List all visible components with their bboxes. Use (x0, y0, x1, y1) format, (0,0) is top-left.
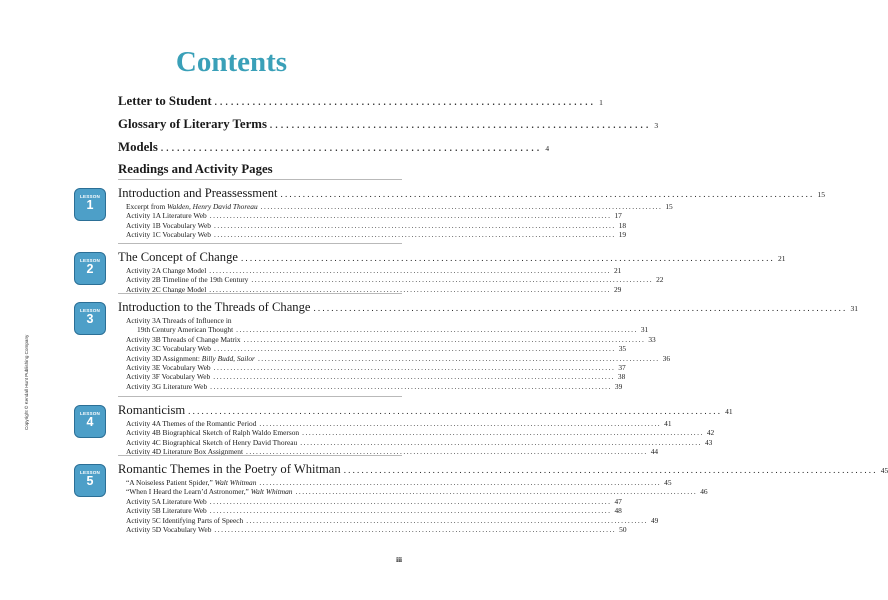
activity-label (126, 372, 210, 381)
leader-dots: ........................................................................................................................ (210, 381, 612, 391)
activity-label (126, 354, 255, 363)
activity-entry[interactable] (126, 478, 672, 487)
leader-dots: ...................................................................... (269, 120, 652, 130)
activity-page: 31 (640, 325, 649, 335)
activity-label-text: Activity 4D Literature Box Assignment (126, 447, 244, 457)
activity-page: 50 (619, 525, 627, 534)
activity-label-text: Activity 1C Vocabulary Web (126, 230, 212, 240)
leader-dots: ........................................................................................................................ (300, 437, 702, 447)
leader-dots: ........................................................................................................................ (214, 525, 617, 534)
activity-page: 29 (613, 284, 622, 294)
activity-label-italic: Walden, Henry David Thoreau (167, 202, 258, 211)
activity-page: 18 (618, 220, 627, 230)
lesson-page: 21 (777, 254, 786, 263)
activity-label (126, 275, 248, 284)
activity-label (126, 266, 206, 275)
leader-dots: ...................................................................... (214, 97, 597, 107)
leader-dots: ........................................................................................................................ (343, 465, 878, 475)
activity-entry[interactable] (126, 211, 622, 221)
activity-label (126, 419, 256, 428)
activity-label-text: Excerpt from (126, 202, 168, 211)
lesson-badge-number: 5 (86, 474, 94, 488)
activity-label-italic: Walt Whitman (250, 487, 293, 497)
leader-dots: ........................................................................................................................ (236, 325, 638, 335)
activity-label (126, 506, 207, 515)
activity-entry[interactable] (126, 363, 626, 372)
activity-entry[interactable] (126, 525, 627, 534)
activity-label-text: “A Noiseless Patient Spider,” (126, 478, 215, 487)
activity-page: 21 (613, 266, 622, 275)
activity-label (126, 211, 207, 220)
activity-label-text: Activity 5B Literature Web (126, 506, 207, 516)
leader-dots: ........................................................................................................................ (214, 344, 616, 354)
lesson-title: Introduction to the Threads of Change (118, 300, 311, 314)
lesson-badge (74, 188, 106, 221)
page-number: iii (396, 556, 402, 564)
leader-dots: ........................................................................................................................ (214, 230, 616, 240)
activity-entry[interactable] (126, 506, 622, 516)
activity-page: 36 (662, 353, 671, 363)
activity-label-italic: Billy Budd, Sailor (201, 353, 255, 363)
toc-entry-models[interactable] (118, 140, 550, 155)
activity-label (126, 478, 256, 487)
activity-entry[interactable] (126, 353, 671, 363)
lesson-badge-number: 3 (86, 312, 94, 326)
leader-dots: ........................................................................................................................ (313, 303, 848, 313)
activity-label-text: Activity 3E Vocabulary Web (126, 363, 211, 372)
activity-entry[interactable] (126, 428, 715, 438)
leader-dots: ........................................................................................................................ (209, 506, 612, 516)
lesson-divider (118, 455, 402, 456)
activity-entry[interactable] (126, 515, 659, 525)
lesson-title: Romanticism (118, 403, 186, 417)
leader-dots: ........................................................................................................................ (209, 211, 612, 221)
activity-label-text: Activity 5D Vocabulary Web (126, 525, 212, 534)
lesson-badge-word: LESSON (79, 308, 101, 313)
leader-dots: ........................................................................................................................ (209, 284, 611, 294)
activity-label-text: Activity 2B Timeline of the 19th Century (126, 275, 249, 285)
activity-page: 37 (618, 363, 626, 372)
lesson-divider (118, 243, 402, 244)
lesson-badge-number: 4 (86, 415, 94, 429)
lesson-title-entry[interactable] (118, 462, 888, 477)
activity-page: 43 (704, 437, 713, 447)
activity-entry[interactable] (126, 202, 673, 211)
activity-entry[interactable] (126, 419, 672, 428)
toc-entry-page: 4 (545, 144, 550, 153)
activity-label (126, 382, 207, 391)
activity-page: 17 (614, 211, 622, 221)
activity-label (126, 438, 297, 447)
activity-page: 39 (614, 381, 623, 391)
leader-dots: ........................................................................................................................ (213, 372, 615, 382)
leader-dots: ........................................................................................................................ (240, 253, 775, 263)
lesson-title-entry[interactable] (118, 403, 733, 418)
activity-page: 15 (665, 202, 673, 211)
activity-entry[interactable] (126, 266, 622, 275)
activity-label-text: Activity 1A Literature Web (126, 211, 207, 221)
activity-page: 19 (618, 230, 627, 240)
activity-entry[interactable] (126, 334, 656, 344)
activity-label-text: Activity 3D Assignment: (126, 353, 202, 363)
activity-entry[interactable] (126, 381, 623, 391)
activity-entry[interactable] (126, 437, 713, 447)
toc-entry-label: Glossary of Literary Terms (118, 117, 267, 131)
activity-entry[interactable] (126, 220, 627, 230)
toc-entry-glossary[interactable] (118, 117, 659, 132)
lesson-divider (118, 396, 402, 397)
activity-label-text: 19th Century American Thought (137, 325, 234, 335)
activity-label-text: Activity 5A Literature Web (126, 496, 207, 506)
leader-dots: ...................................................................... (160, 143, 543, 153)
activity-label-text: Activity 2C Change Model (126, 284, 207, 294)
section-heading: Readings and Activity Pages (118, 162, 273, 176)
leader-dots: ........................................................................................................................ (251, 275, 654, 285)
activity-label-text: Activity 2A Change Model (126, 266, 207, 275)
activity-label-text: Activity 4A Themes of the Romantic Period (126, 419, 257, 428)
copyright-notice: Copyright © Kendall Hunt Publishing Company (24, 334, 29, 430)
activity-label-text: Activity 1B Vocabulary Web (126, 220, 212, 230)
activity-label-text: Activity 3A Threads of Influence in (126, 316, 232, 325)
activity-label-text: Activity 4C Biographical Sketch of Henry David Thoreau (126, 437, 298, 447)
activity-label (126, 516, 243, 525)
lesson-badge (74, 405, 106, 438)
toc-entry-label: Models (118, 140, 158, 154)
lesson-title: Introduction and Preassessment (118, 186, 278, 200)
lesson-page: 15 (817, 190, 825, 199)
activity-entry[interactable] (126, 230, 627, 240)
leader-dots: ........................................................................................................................ (260, 202, 663, 211)
leader-dots: ........................................................................................................................ (214, 220, 616, 230)
lesson-badge-number: 1 (86, 198, 94, 212)
leader-dots: ........................................................................................................................ (302, 428, 704, 438)
activity-label (126, 363, 211, 372)
lesson-badge (74, 252, 106, 285)
activity-entry[interactable] (126, 316, 402, 325)
lesson-page: 41 (725, 407, 733, 416)
lesson-divider (118, 179, 402, 180)
leader-dots: ........................................................................................................................ (246, 515, 648, 525)
lesson-title-entry[interactable] (118, 300, 858, 315)
lesson-badge-word: LESSON (79, 470, 101, 475)
activity-label (126, 525, 211, 534)
activity-entry[interactable] (126, 487, 708, 497)
lesson-badge (74, 464, 106, 497)
activity-page: 41 (664, 419, 672, 428)
activity-entry[interactable] (126, 344, 627, 354)
activity-label (126, 202, 258, 211)
activity-page: 38 (617, 372, 626, 382)
activity-label (126, 316, 232, 325)
activity-label-text: Activity 3G Literature Web (126, 381, 208, 391)
activity-label (126, 497, 207, 506)
leader-dots: ........................................................................................................................ (295, 487, 698, 497)
leader-dots: ........................................................................................................................ (257, 353, 660, 363)
lesson-title: The Concept of Change (118, 250, 238, 264)
lesson-badge-word: LESSON (79, 258, 101, 263)
activity-label (126, 487, 293, 496)
toc-entry-label: Letter to Student (118, 94, 212, 108)
activity-label-italic: Walt Whitman (214, 478, 257, 487)
lesson-badge-word: LESSON (79, 194, 101, 199)
activity-entry[interactable] (137, 325, 649, 335)
lesson-title-entry[interactable] (118, 186, 825, 201)
lesson-badge (74, 302, 106, 335)
activity-label-text: Activity 3F Vocabulary Web (126, 372, 211, 382)
activity-label (126, 344, 211, 353)
activity-page: 45 (664, 478, 672, 487)
activity-label (126, 221, 211, 230)
toc-entry-page: 1 (599, 98, 603, 107)
activity-label (126, 428, 299, 437)
activity-label-text: “When I Heard the Learn’d Astronomer,” (126, 487, 251, 497)
toc-entry-page: 3 (654, 121, 659, 130)
activity-page: 49 (650, 515, 659, 525)
lesson-page: 45 (880, 466, 888, 475)
lesson-page: 31 (850, 304, 858, 313)
activity-page: 47 (614, 496, 622, 506)
lesson-title-entry[interactable] (118, 250, 786, 265)
activity-entry[interactable] (126, 275, 664, 285)
activity-label (126, 230, 211, 239)
leader-dots: ........................................................................................................................ (259, 478, 662, 487)
leader-dots: ........................................................................................................................ (246, 447, 648, 457)
lesson-divider (118, 293, 402, 294)
activity-page: 33 (648, 334, 656, 344)
leader-dots: ........................................................................................................................ (213, 363, 616, 372)
activity-entry[interactable] (126, 496, 622, 506)
activity-label (137, 325, 233, 334)
page-title: Contents (175, 46, 288, 78)
leader-dots: ........................................................................................................................ (209, 496, 612, 506)
activity-label-text: Activity 3B Threads of Change Matrix (126, 334, 241, 344)
lesson-badge-word: LESSON (79, 411, 101, 416)
leader-dots: ........................................................................................................................ (243, 334, 646, 344)
activity-page: 42 (706, 428, 715, 438)
activity-page: 22 (656, 275, 664, 285)
activity-entry[interactable] (126, 372, 626, 382)
activity-label-text: Activity 4B Biographical Sketch of Ralph Waldo Emerson (126, 428, 300, 438)
activity-page: 44 (650, 447, 659, 457)
activity-page: 48 (614, 506, 622, 516)
leader-dots: ........................................................................................................................ (209, 266, 611, 275)
toc-entry-letter[interactable] (118, 94, 603, 109)
activity-label-text: Activity 3C Vocabulary Web (126, 344, 212, 354)
lesson-title: Romantic Themes in the Poetry of Whitman (118, 462, 341, 476)
activity-label-text: Activity 5C Identifying Parts of Speech (126, 515, 244, 525)
activity-page: 46 (700, 487, 708, 497)
leader-dots: ........................................................................................................................ (280, 189, 815, 199)
leader-dots: ........................................................................................................................ (188, 406, 723, 416)
lesson-badge-number: 2 (86, 262, 94, 276)
leader-dots: ........................................................................................................................ (259, 419, 662, 428)
activity-label (126, 335, 241, 344)
activity-page: 35 (618, 344, 627, 354)
